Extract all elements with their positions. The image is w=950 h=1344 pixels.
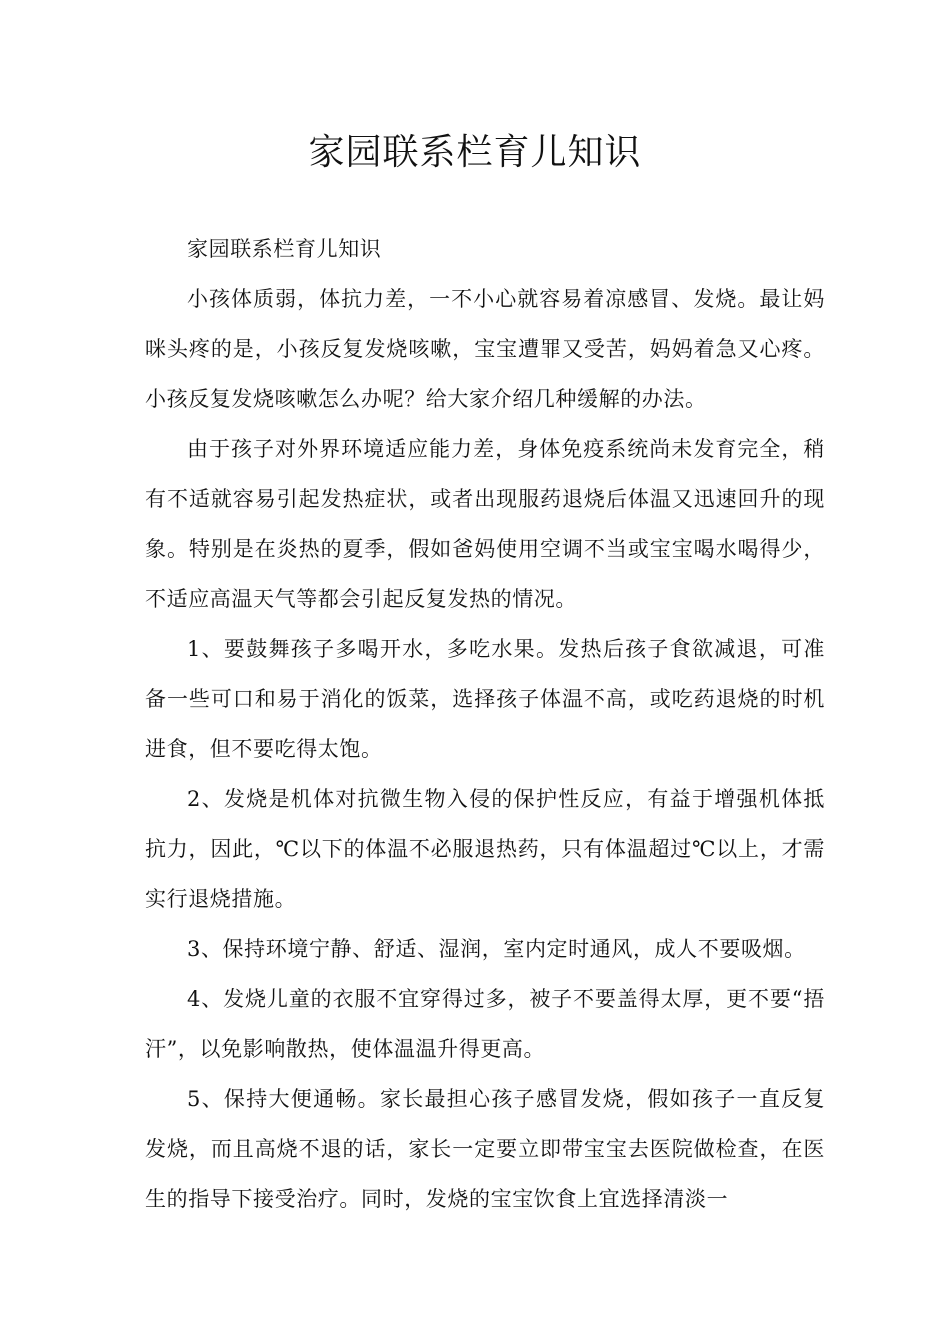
document-title: 家园联系栏育儿知识 [308, 132, 642, 173]
paragraph-intro: 小孩体质弱，体抗力差，一不小心就容易着凉感冒、发烧。最让妈咪头疼的是，小孩反复发烧咳嗽，宝宝遭罪又受苦，妈妈着急又心疼。小孩反复发烧咳嗽怎么办呢？给大家介绍几种缓解的办法。 [145, 287, 825, 411]
paragraph-tip-5: 5、保持大便通畅。家长最担心孩子感冒发烧，假如孩子一直反复发烧，而且高烧不退的话，家长一定要立即带宝宝去医院做检查，在医生的指导下接受治疗。同时，发烧的宝宝饮食上宜选择清淡一 [145, 1087, 825, 1211]
document-body [145, 224, 825, 1224]
paragraph-causes: 由于孩子对外界环境适应能力差，身体免疫系统尚未发育完全，稍有不适就容易引起发热症状，或者出现服药退烧后体温又迅速回升的现象。特别是在炎热的夏季，假如爸妈使用空调不当或宝宝喝水喝得少，不适应高温天气等都会引起反复发热的情况。 [145, 437, 825, 611]
paragraph-tip-1: 1、要鼓舞孩子多喝开水，多吃水果。发热后孩子食欲减退，可准备一些可口和易于消化的饭菜，选择孩子体温不高，或吃药退烧的时机进食，但不要吃得太饱。 [145, 637, 825, 761]
paragraph-tip-3: 3、保持环境宁静、舒适、湿润，室内定时通风，成人不要吸烟。 [187, 937, 806, 961]
paragraph-tip-2: 2、发烧是机体对抗微生物入侵的保护性反应，有益于增强机体抵抗力，因此，℃以下的体温不必服退热药，只有体温超过℃以上，才需实行退烧措施。 [145, 787, 825, 911]
paragraph-subtitle: 家园联系栏育儿知识 [187, 237, 382, 261]
paragraph-tip-4: 4、发烧儿童的衣服不宜穿得过多，被子不要盖得太厚，更不要“捂汗”，以免影响散热，使体温温升得更高。 [145, 987, 825, 1061]
